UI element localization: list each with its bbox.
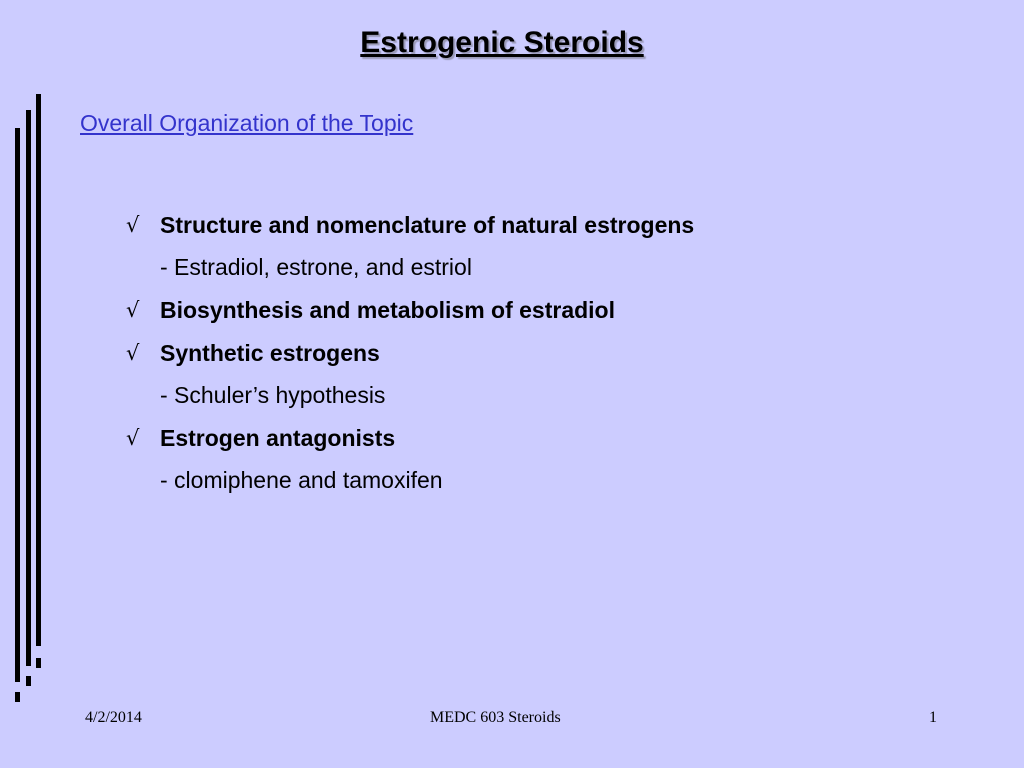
slide-subtitle: Overall Organization of the Topic bbox=[80, 110, 414, 136]
list-item-label: Structure and nomenclature of natural estrogens bbox=[160, 211, 695, 238]
list-item-detail-text: - Schuler’s hypothesis bbox=[160, 382, 386, 409]
list-item bbox=[110, 417, 910, 460]
footer-page-number: 1 bbox=[929, 709, 937, 726]
list-item-detail bbox=[110, 374, 910, 417]
list-item-detail-text: - clomiphene and tamoxifen bbox=[160, 467, 443, 494]
list-item bbox=[110, 289, 910, 332]
check-icon: √ bbox=[126, 213, 140, 238]
list-item bbox=[110, 332, 910, 375]
slide-title: Estrogenic Steroids bbox=[360, 26, 644, 59]
list-item-detail-text: - Estradiol, estrone, and estriol bbox=[160, 254, 472, 281]
check-icon: √ bbox=[126, 341, 140, 366]
decorative-dash-3 bbox=[15, 692, 20, 702]
topic-list bbox=[110, 204, 910, 502]
check-icon: √ bbox=[126, 426, 140, 451]
list-item bbox=[110, 204, 910, 247]
list-item-detail bbox=[110, 247, 910, 290]
list-item-label: Biosynthesis and metabolism of estradiol bbox=[160, 296, 615, 323]
list-item-label: Synthetic estrogens bbox=[160, 339, 380, 366]
decorative-dash-2 bbox=[26, 676, 31, 686]
decorative-bar-2 bbox=[26, 110, 31, 666]
decorative-bar-3 bbox=[15, 128, 20, 682]
list-item-detail bbox=[110, 460, 910, 503]
list-item-label: Estrogen antagonists bbox=[160, 424, 396, 451]
decorative-dash-1 bbox=[36, 658, 41, 668]
decorative-bar-1 bbox=[36, 94, 41, 646]
check-icon: √ bbox=[126, 298, 140, 323]
footer-course: MEDC 603 Steroids bbox=[430, 709, 561, 726]
footer-date: 4/2/2014 bbox=[85, 709, 142, 726]
